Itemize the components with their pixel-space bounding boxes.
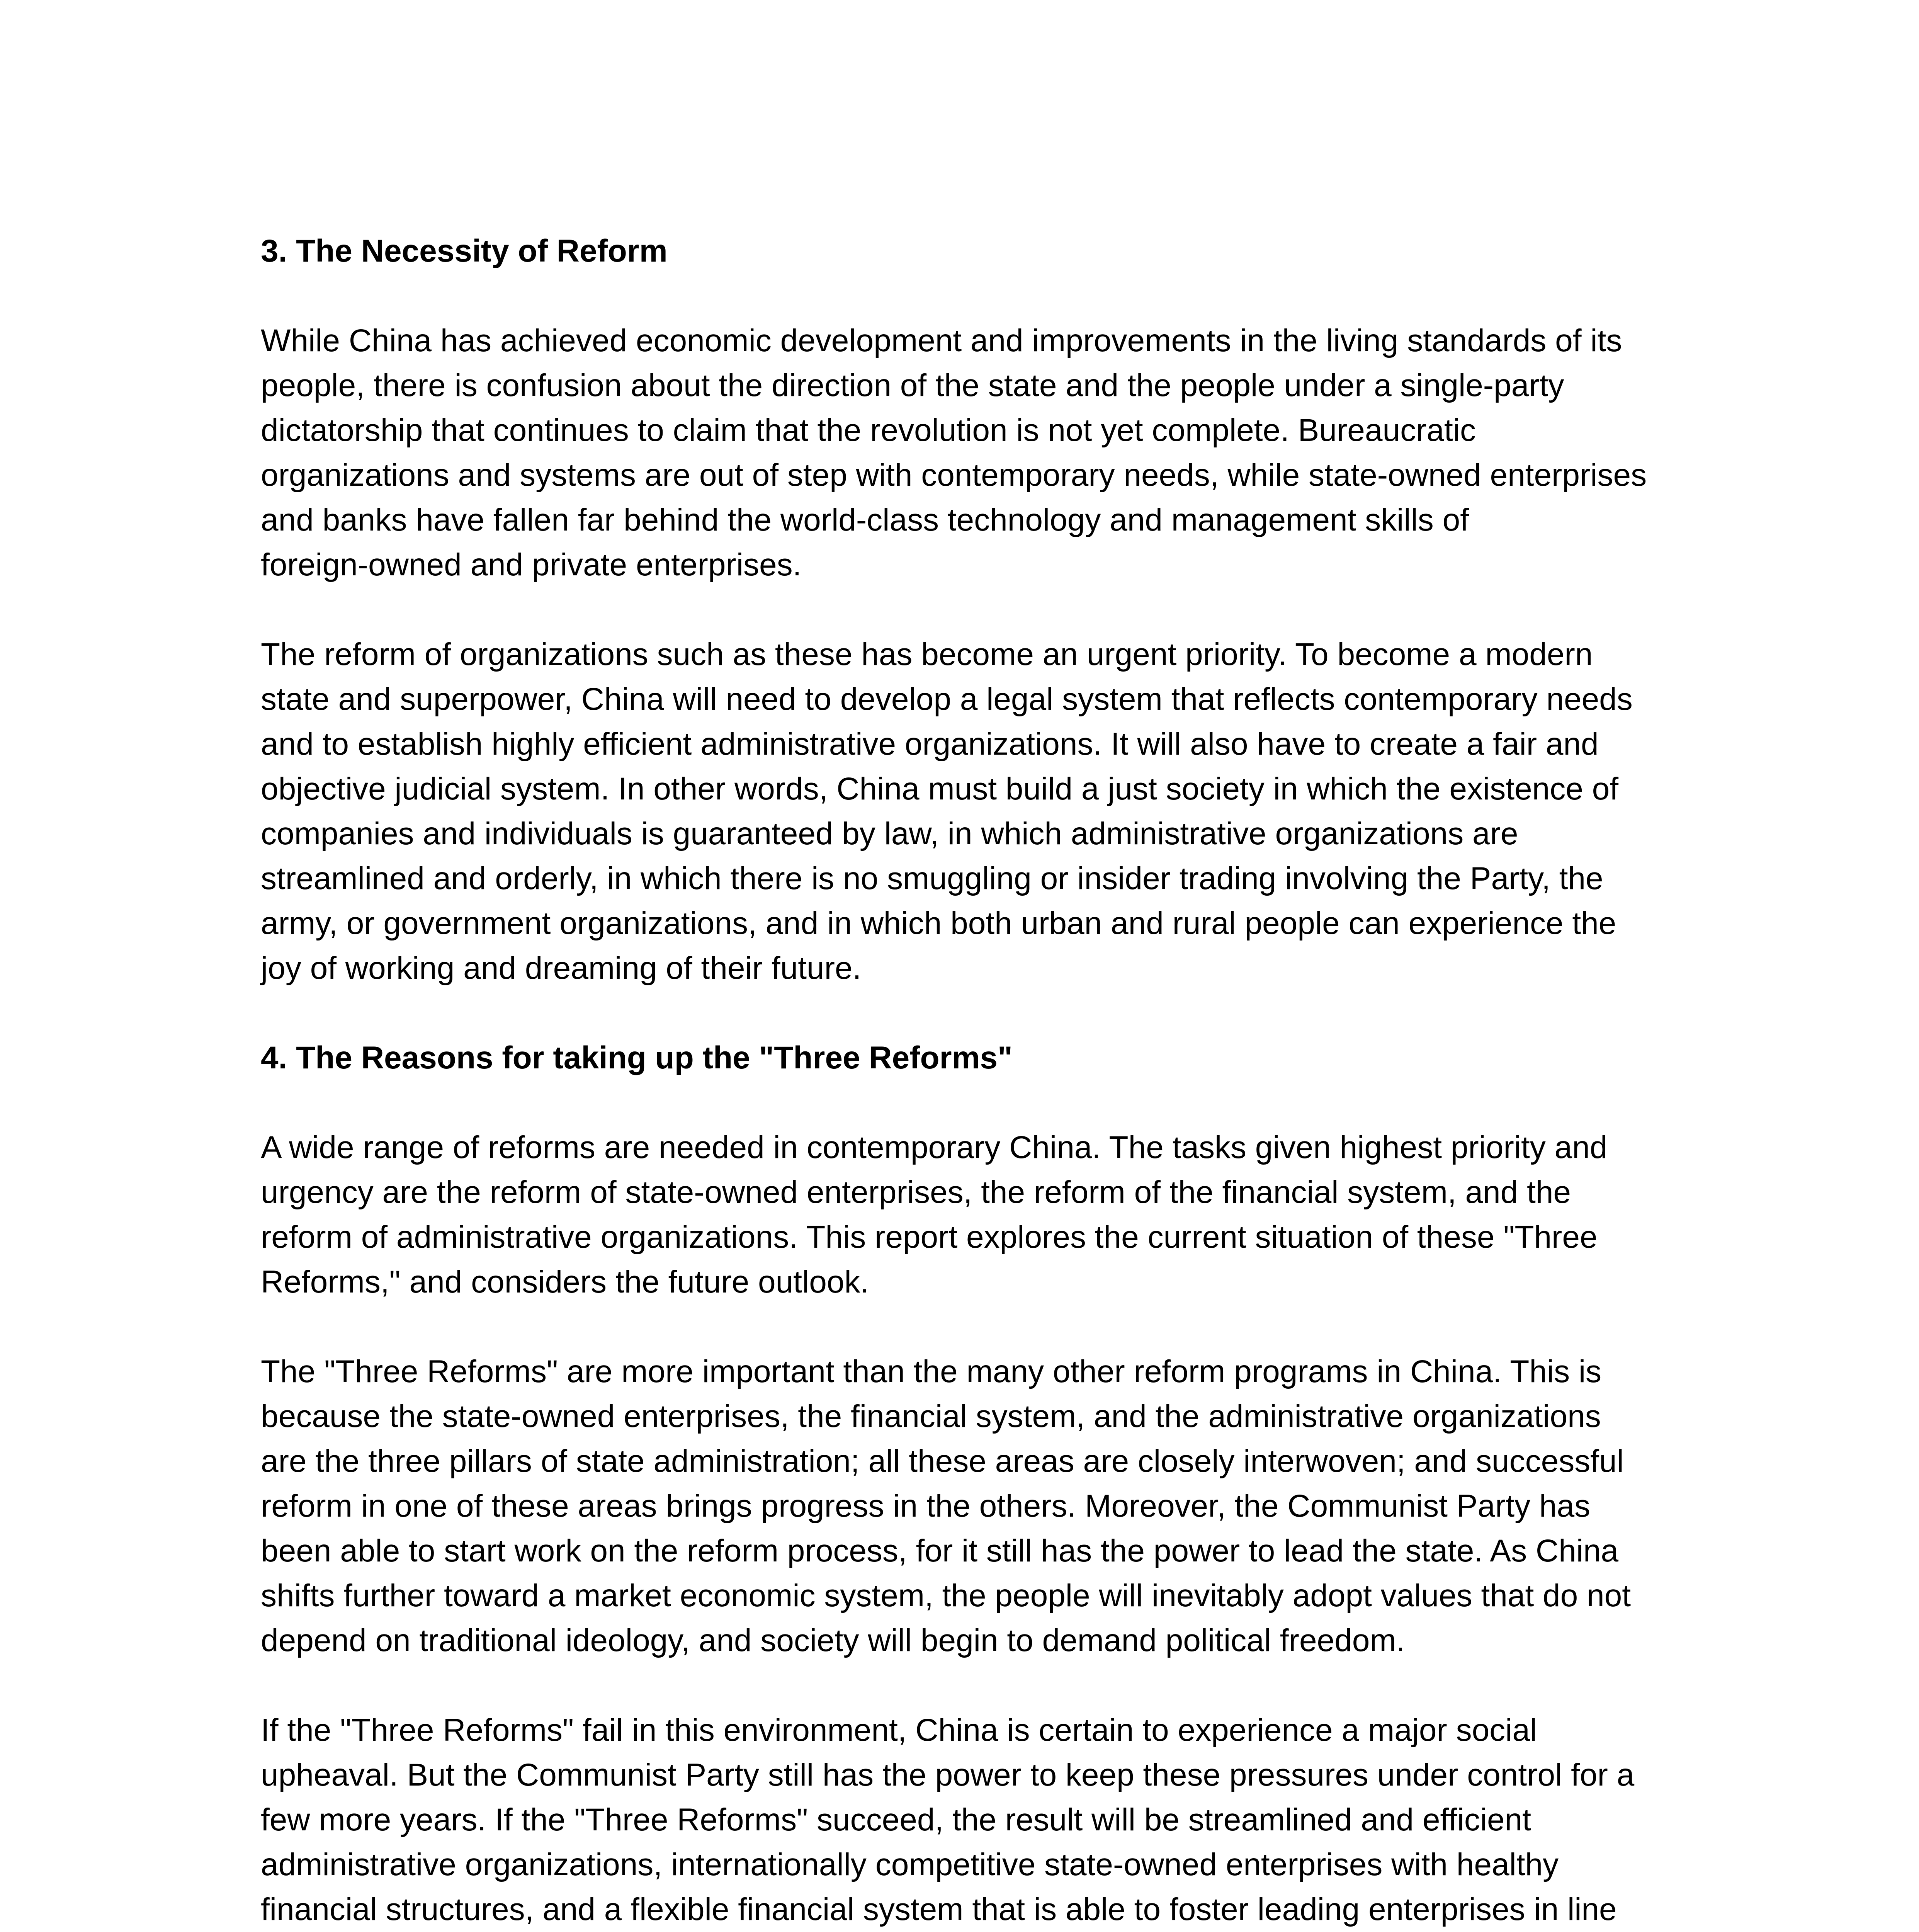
- text-line: streamlined and orderly, in which there is no smuggling or insider trading involving the Party, the: [261, 861, 1603, 896]
- section-reasons-three-reforms: [261, 1036, 1713, 1932]
- text-line: people, there is confusion about the direction of the state and the people under a single-party: [261, 368, 1564, 403]
- text-line: objective judicial system. In other words, China must build a just society in which the existence of: [261, 771, 1618, 806]
- text-line: Reforms," and considers the future outlook.: [261, 1264, 869, 1299]
- text-line: administrative organizations, internationally competitive state-owned enterprises with healthy: [261, 1847, 1559, 1882]
- text-line: and banks have fallen far behind the world-class technology and management skills of: [261, 502, 1469, 537]
- text-line: If the "Three Reforms" fail in this environment, China is certain to experience a major social: [261, 1713, 1537, 1748]
- text-line: depend on traditional ideology, and society will begin to demand political freedom.: [261, 1623, 1405, 1658]
- text-line: reform in one of these areas brings progress in the others. Moreover, the Communist Party has: [261, 1488, 1591, 1524]
- section-necessity-of-reform: [261, 229, 1713, 991]
- text-line: A wide range of reforms are needed in contemporary China. The tasks given highest priority and: [261, 1130, 1608, 1165]
- text-line: dictatorship that continues to claim that the revolution is not yet complete. Bureaucratic: [261, 413, 1476, 448]
- page-body: [261, 229, 1713, 1932]
- text-line: are the three pillars of state administration; all these areas are closely interwoven; and successful: [261, 1444, 1624, 1479]
- paragraph: [261, 632, 1713, 991]
- paragraph: [261, 1708, 1713, 1932]
- text-line: organizations and systems are out of step with contemporary needs, while state-owned enterprises: [261, 457, 1647, 493]
- text-line: financial structures, and a flexible financial system that is able to foster leading enterprises in line: [261, 1892, 1617, 1927]
- text-line: army, or government organizations, and in which both urban and rural people can experience the: [261, 906, 1616, 941]
- text-line: The reform of organizations such as these has become an urgent priority. To become a modern: [261, 637, 1593, 672]
- text-line: While China has achieved economic development and improvements in the living standards of its: [261, 323, 1622, 358]
- text-line: joy of working and dreaming of their future.: [261, 951, 862, 986]
- section-heading: 3. The Necessity of Reform: [261, 233, 668, 269]
- paragraph: [261, 318, 1713, 587]
- text-line: state and superpower, China will need to develop a legal system that reflects contemporary needs: [261, 682, 1633, 717]
- text-line: companies and individuals is guaranteed by law, in which administrative organizations are: [261, 816, 1518, 851]
- text-line: foreign-owned and private enterprises.: [261, 547, 802, 582]
- text-line: and to establish highly efficient administrative organizations. It will also have to create a fair and: [261, 726, 1599, 762]
- text-line: been able to start work on the reform process, for it still has the power to lead the state. As China: [261, 1533, 1619, 1568]
- paragraph: [261, 1349, 1713, 1663]
- section-heading: 4. The Reasons for taking up the "Three Reforms": [261, 1040, 1013, 1075]
- text-line: reform of administrative organizations. This report explores the current situation of these "Three: [261, 1219, 1598, 1255]
- text-line: The "Three Reforms" are more important than the many other reform programs in China. This is: [261, 1354, 1602, 1389]
- text-line: upheaval. But the Communist Party still has the power to keep these pressures under control for a: [261, 1757, 1635, 1793]
- text-line: few more years. If the "Three Reforms" succeed, the result will be streamlined and efficient: [261, 1802, 1531, 1837]
- paragraph: [261, 1125, 1713, 1304]
- text-line: because the state-owned enterprises, the financial system, and the administrative organizations: [261, 1399, 1601, 1434]
- text-line: urgency are the reform of state-owned enterprises, the reform of the financial system, and the: [261, 1175, 1571, 1210]
- text-line: shifts further toward a market economic system, the people will inevitably adopt values that do not: [261, 1578, 1631, 1613]
